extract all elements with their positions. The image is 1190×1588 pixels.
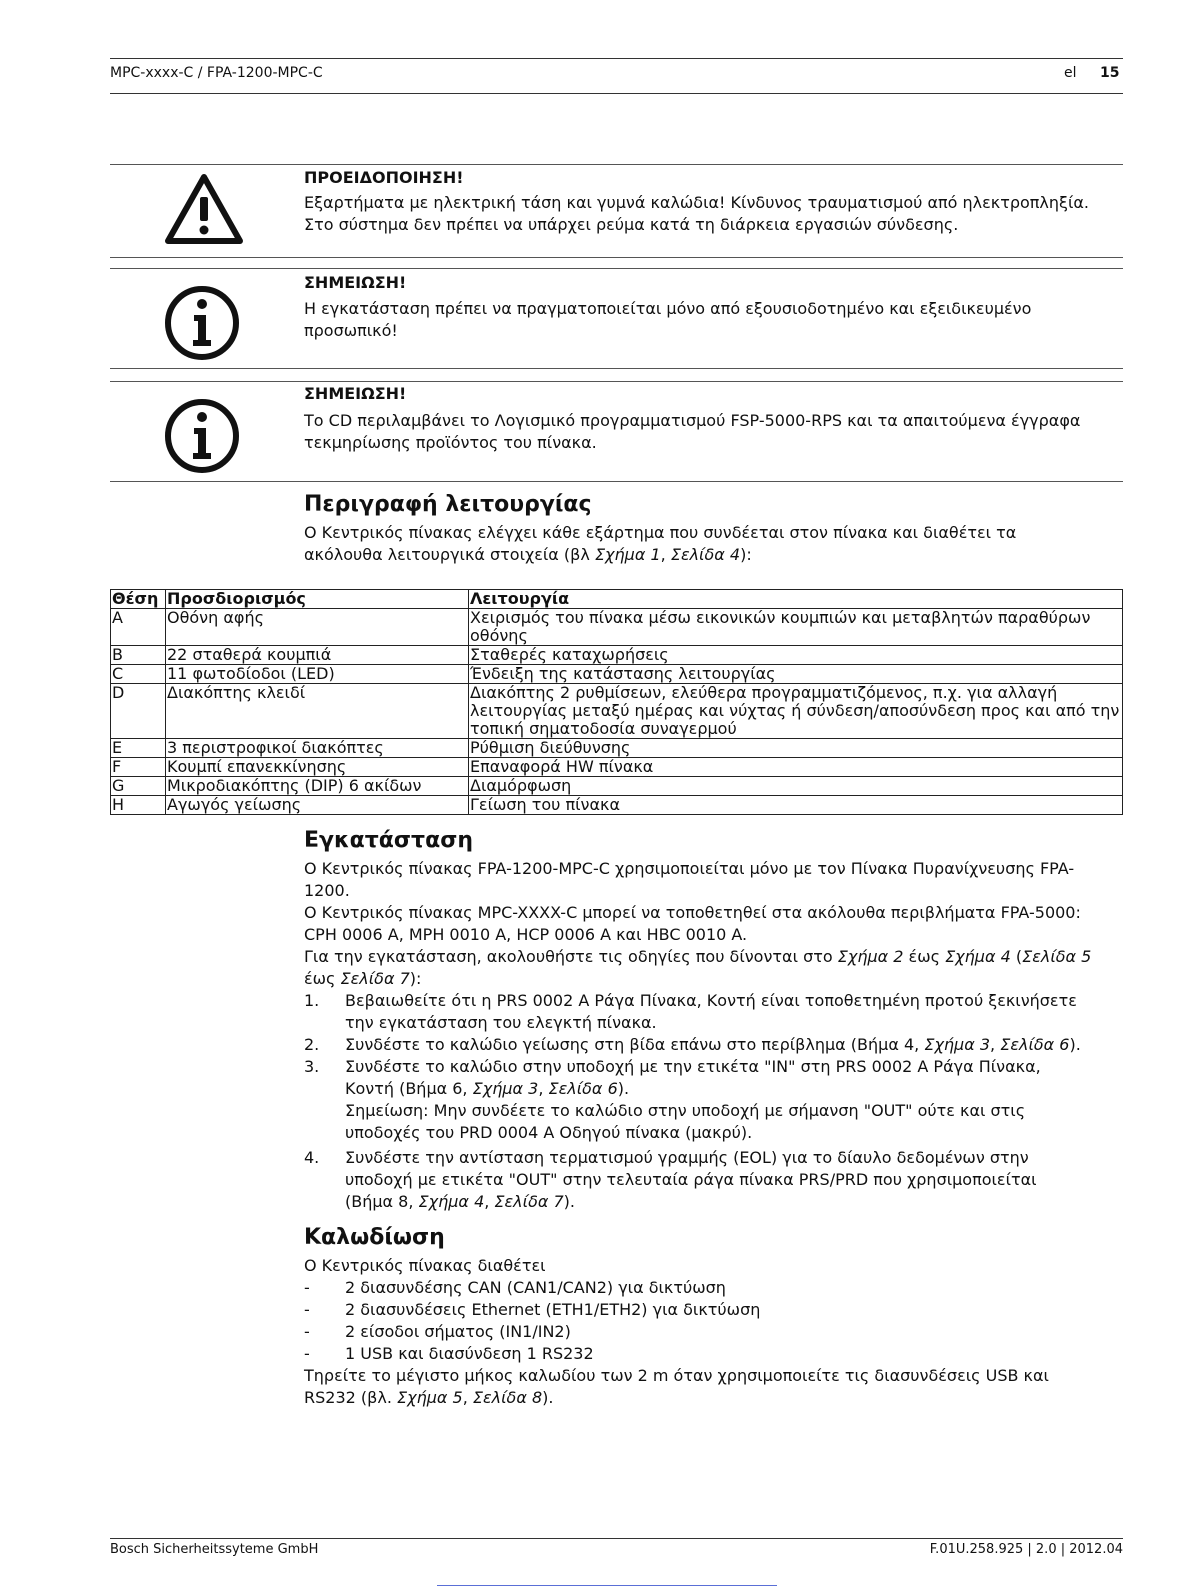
step-text: [345, 990, 1125, 1034]
text-line: [345, 1191, 1125, 1213]
figure-reference: Σχήμα 3: [472, 1079, 539, 1098]
table-header-row: [111, 590, 1123, 609]
notice-text: [304, 192, 1124, 236]
info-icon: [163, 284, 241, 366]
figure-reference: Σχήμα 2: [837, 947, 904, 966]
table-row: [111, 796, 1123, 815]
text-span: ,: [660, 545, 671, 564]
column-header-designation: Προσδιορισμός: [166, 590, 469, 609]
text-span: ).: [542, 1388, 554, 1407]
section-heading-installation: Εγκατάσταση: [304, 828, 473, 853]
notice-line: Στο σύστημα δεν πρέπει να υπάρχει ρεύμα κατά τη διάρκεια εργασιών σύνδεσης.: [304, 215, 959, 234]
text-line: Βεβαιωθείτε ότι η PRS 0002 A Ράγα Πίνακα, Κοντή είναι τοποθετημένη προτού ξεκινήσετε: [345, 991, 1077, 1010]
step-number: 3.: [304, 1057, 320, 1076]
cell-function: Ρύθμιση διεύθυνσης: [469, 739, 1123, 758]
bullet-marker: -: [304, 1300, 310, 1319]
text-line: Συνδέστε το καλώδιο στην υποδοχή με την ετικέτα "IN" στη PRS 0002 A Ράγα Πίνακα,: [345, 1057, 1041, 1076]
text-span: Συνδέστε το καλώδιο γείωσης στη βίδα επάνω στο περίβλημα (Βήμα 4,: [345, 1035, 925, 1054]
text-span: ).: [1069, 1035, 1081, 1054]
text-line: Τηρείτε το μέγιστο μήκος καλωδίου των 2 m όταν χρησιμοποιείτε τις διασυνδέσεις USB και: [304, 1366, 1049, 1385]
info-notice: [110, 381, 1123, 482]
step-number: 1.: [304, 991, 320, 1010]
text-span: Για την εγκατάσταση, ακολουθήστε τις οδηγίες που δίνονται στο: [304, 947, 838, 966]
text-line: Ο Κεντρικός πίνακας ελέγχει κάθε εξάρτημα που συνδέεται στον πίνακα και διαθέτει τα: [304, 523, 1017, 542]
footer-document-info: F.01U.258.925 | 2.0 | 2012.04: [929, 1542, 1123, 1557]
list-item: 1 USB και διασύνδεση 1 RS232: [345, 1344, 594, 1363]
cell-position: E: [111, 739, 166, 758]
table-row: [111, 777, 1123, 796]
cell-position: G: [111, 777, 166, 796]
wiring-outro: [304, 1365, 1124, 1409]
text-span: ):: [409, 969, 422, 988]
notice-text: [304, 298, 1124, 342]
notice-title: ΣΗΜΕΙΩΣΗ!: [304, 384, 407, 403]
cell-position: B: [111, 646, 166, 665]
table-body: [111, 609, 1123, 815]
text-line: την εγκατάσταση του ελεγκτή πίνακα.: [345, 1013, 657, 1032]
cell-position: H: [111, 796, 166, 815]
notice-line: Η εγκατάσταση πρέπει να πραγματοποιείται μόνο από εξουσιοδοτημένο και εξειδικευμένο: [304, 299, 1032, 318]
step-number: 2.: [304, 1035, 320, 1054]
text-line: Ο Κεντρικός πίνακας MPC-XXXX-C μπορεί να τοποθετηθεί στα ακόλουθα περιβλήματα FPA-5000:: [304, 903, 1081, 922]
table-row: [111, 739, 1123, 758]
text-line: [304, 946, 1124, 968]
table-row: [111, 609, 1123, 646]
functional-elements-table: [110, 589, 1123, 815]
cell-function: Διακόπτης 2 ρυθμίσεων, ελεύθερα προγραμματιζόμενος, π.χ. για αλλαγή λειτουργίας μεταξύ ημέρας και νύχτας ή σύνδεση/αποσύνδεση προς και από την τοπική σηματοδοσία συναγερμού: [469, 684, 1123, 739]
text-line: [304, 1387, 1124, 1409]
text-span: ).: [617, 1079, 630, 1098]
footer-rule: [110, 1538, 1123, 1539]
notice-title: ΠΡΟΕΙΔΟΠΟΙΗΣΗ!: [304, 168, 464, 187]
text-span: έως: [304, 969, 341, 988]
figure-reference: Σχήμα 4: [945, 947, 1011, 966]
table-row: [111, 646, 1123, 665]
cell-function: Χειρισμός του πίνακα μέσω εικονικών κουμπιών και μεταβλητών παραθύρων οθόνης: [469, 609, 1123, 646]
column-header-function: Λειτουργία: [469, 590, 1123, 609]
wiring-intro: Ο Κεντρικός πίνακας διαθέτει: [304, 1256, 546, 1275]
cell-function: Σταθερές καταχωρήσεις: [469, 646, 1123, 665]
text-span: έως: [903, 947, 946, 966]
notice-line: Το CD περιλαμβάνει το Λογισμικό προγραμματισμού FSP-5000-RPS και τα απαιτούμενα έγγραφα: [304, 411, 1081, 430]
text-line: [345, 1078, 1125, 1100]
text-line: Συνδέστε την αντίσταση τερματισμού γραμμής (EOL) για το δίαυλο δεδομένων στην: [345, 1148, 1029, 1167]
section-heading-wiring: Καλωδίωση: [304, 1225, 445, 1250]
cell-designation: 11 φωτοδίοδοι (LED): [166, 665, 469, 684]
table-row: [111, 684, 1123, 739]
cell-designation: 3 περιστροφικοί διακόπτες: [166, 739, 469, 758]
bullet-marker: -: [304, 1278, 310, 1297]
cell-position: A: [111, 609, 166, 646]
page-reference: Σελίδα 7: [494, 1192, 564, 1211]
footer-company: Bosch Sicherheitssyteme GmbH: [110, 1542, 319, 1557]
text-span: ,: [484, 1192, 495, 1211]
text-span: ).: [563, 1192, 575, 1211]
cell-designation: Αγωγός γείωσης: [166, 796, 469, 815]
header-document-title: MPC-xxxx-C / FPA-1200-MPC-C: [110, 65, 323, 81]
text-line: υποδοχή με ετικέτα "OUT" στην τελευταία ράγα πίνακα PRS/PRD που χρησιμοποιείται: [345, 1170, 1037, 1189]
cell-designation: Διακόπτης κλειδί: [166, 684, 469, 739]
notice-line: τεκμηρίωσης προϊόντος του πίνακα.: [304, 433, 597, 452]
text-span: ,: [462, 1388, 473, 1407]
step-note: Σημείωση: Μην συνδέετε το καλώδιο στην υποδοχή με σήμανση "OUT" ούτε και στις: [345, 1101, 1026, 1120]
description-intro: [304, 522, 1124, 566]
text-span: ,: [538, 1079, 549, 1098]
text-line: [345, 1034, 1125, 1056]
text-span: ακόλουθα λειτουργικά στοιχεία (βλ: [304, 545, 595, 564]
header-page-number: 15: [1100, 65, 1120, 81]
cell-position: F: [111, 758, 166, 777]
page-reference: Σελίδα 5: [1022, 947, 1092, 966]
info-notice: [110, 268, 1123, 369]
page-reference: Σελίδα 7: [340, 969, 410, 988]
text-span: ,: [990, 1035, 1001, 1054]
cell-position: D: [111, 684, 166, 739]
installation-paragraphs: [304, 858, 1124, 990]
text-line: Ο Κεντρικός πίνακας FPA-1200-MPC-C χρησιμοποιείται μόνο με τον Πίνακα Πυρανίχνευσης FPA-: [304, 859, 1075, 878]
table-row: [111, 758, 1123, 777]
page-reference: Σελίδα 8: [472, 1388, 543, 1407]
bottom-link-underline: [437, 1585, 777, 1586]
text-line: [304, 968, 1124, 990]
text-span: ):: [740, 545, 752, 564]
notice-line: προσωπικό!: [304, 321, 398, 340]
step-text: [345, 1056, 1125, 1144]
notice-line: Εξαρτήματα με ηλεκτρική τάση και γυμνά καλώδια! Κίνδυνος τραυματισμού από ηλεκτροπληξία.: [304, 193, 1089, 212]
info-icon: [163, 397, 241, 479]
section-heading-description: Περιγραφή λειτουργίας: [304, 492, 592, 517]
text-span: Κοντή (Βήμα 6,: [345, 1079, 473, 1098]
figure-reference: Σχήμα 4: [418, 1192, 485, 1211]
notice-title: ΣΗΜΕΙΩΣΗ!: [304, 273, 407, 292]
cell-function: Ένδειξη της κατάστασης λειτουργίας: [469, 665, 1123, 684]
header-bottom-rule: [110, 93, 1123, 94]
text-span: RS232 (βλ.: [304, 1388, 397, 1407]
warning-notice: [110, 164, 1123, 258]
step-note: υποδοχές του PRD 0004 A Οδηγού πίνακα (μακρύ).: [345, 1123, 753, 1142]
bullet-marker: -: [304, 1322, 310, 1341]
text-line: CPH 0006 A, MPH 0010 A, HCP 0006 A και HBC 0010 A.: [304, 925, 748, 944]
text-line: 1200.: [304, 881, 350, 900]
cell-function: Διαμόρφωση: [469, 777, 1123, 796]
cell-designation: Οθόνη αφής: [166, 609, 469, 646]
notice-text: [304, 410, 1124, 454]
text-span: (: [1010, 947, 1023, 966]
figure-reference: Σχήμα 1: [594, 545, 661, 564]
step-text: [345, 1034, 1125, 1056]
page-reference: Σελίδα 4: [670, 545, 741, 564]
step-text: [345, 1147, 1125, 1213]
cell-position: C: [111, 665, 166, 684]
table-row: [111, 665, 1123, 684]
list-item: 2 είσοδοι σήματος (IN1/IN2): [345, 1322, 571, 1341]
page-reference: Σελίδα 6: [1000, 1035, 1070, 1054]
bullet-marker: -: [304, 1344, 310, 1363]
figure-reference: Σχήμα 5: [397, 1388, 463, 1407]
step-number: 4.: [304, 1148, 320, 1167]
header-language: el: [1064, 65, 1077, 81]
column-header-position: Θέση: [111, 590, 166, 609]
list-item: 2 διασυνδέσεις Ethernet (ETH1/ETH2) για δικτύωση: [345, 1300, 761, 1319]
cell-designation: Μικροδιακόπτης (DIP) 6 ακίδων: [166, 777, 469, 796]
cell-designation: 22 σταθερά κουμπιά: [166, 646, 469, 665]
figure-reference: Σχήμα 3: [924, 1035, 991, 1054]
list-item: 2 διασυνδέσης CAN (CAN1/CAN2) για δικτύωση: [345, 1278, 726, 1297]
cell-function: Επαναφορά HW πίνακα: [469, 758, 1123, 777]
text-span: (Βήμα 8,: [345, 1192, 419, 1211]
text-line: [304, 544, 1124, 566]
header-top-rule: [110, 58, 1123, 59]
page-reference: Σελίδα 6: [548, 1079, 618, 1098]
cell-function: Γείωση του πίνακα: [469, 796, 1123, 815]
cell-designation: Κουμπί επανεκκίνησης: [166, 758, 469, 777]
warning-triangle-icon: [163, 171, 245, 251]
